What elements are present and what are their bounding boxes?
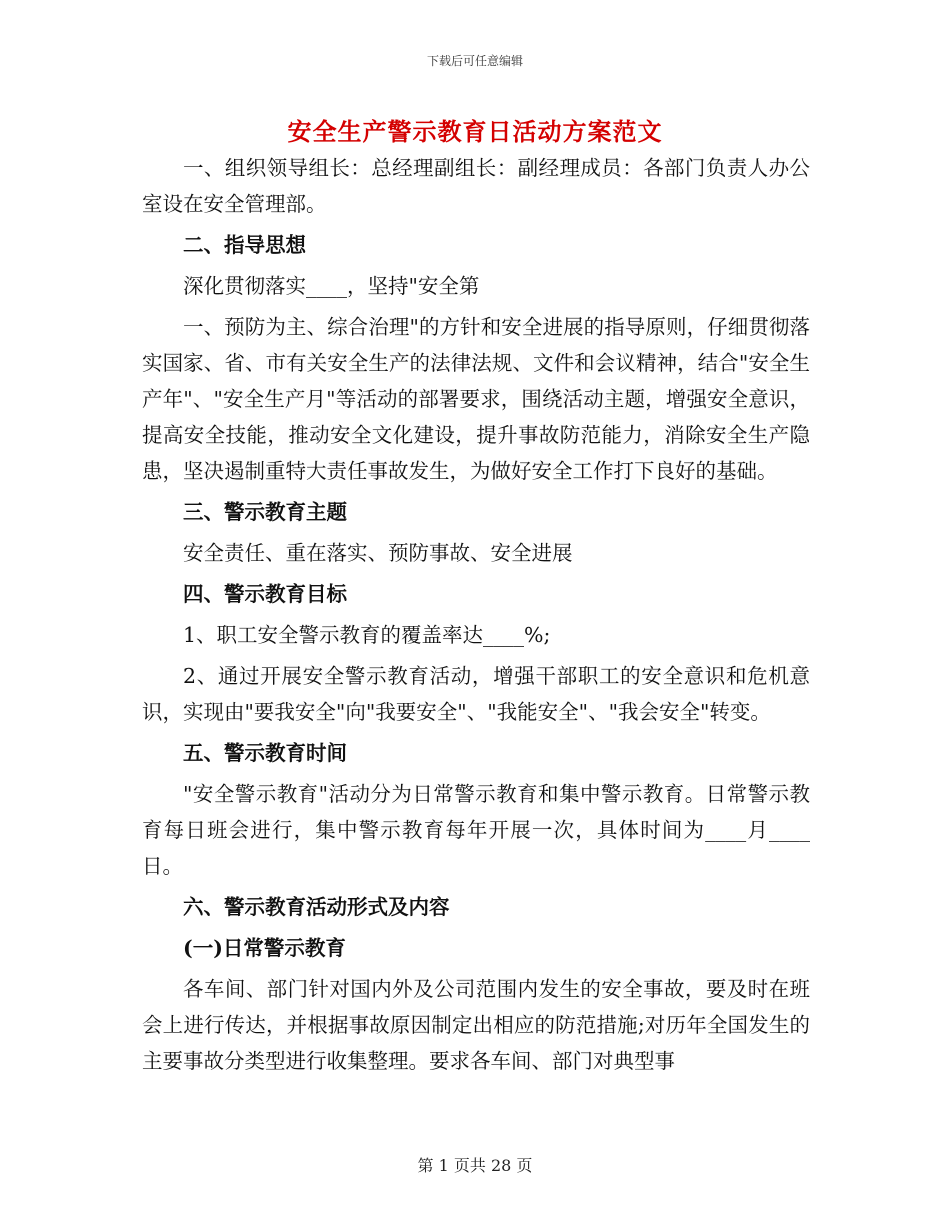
paragraph: 一、组织领导组长：总经理副组长：副经理成员：各部门负责人办公室设在安全管理部。 [142,156,810,216]
paragraph: 2、通过开展安全警示教育活动，增强干部职工的安全意识和危机意识，实现由"要我安全"向"我要安全"、"我能安全"、"我会安全"转变。 [142,664,810,724]
paragraph: "安全警示教育"活动分为日常警示教育和集中警示教育。日常警示教育每日班会进行，集中警示教育每年开展一次，具体时间为____月____日。 [142,782,810,878]
paragraph: 1、职工安全警示教育的覆盖率达____%; [183,623,551,647]
paragraph: 安全责任、重在落实、预防事故、安全进展 [183,541,573,565]
page-footer: 第 1 页共 28 页 [417,1156,533,1175]
page-header: 下载后可任意编辑 [426,54,523,68]
section-heading: 六、警示教育活动形式及内容 [183,895,450,919]
paragraph: 各车间、部门针对国内外及公司范围内发生的安全事故，要及时在班会上进行传达，并根据事故原因制定出相应的防范措施;对历年全国发生的主要事故分类型进行收集整理。要求各车间、部门对典型事 [142,977,810,1073]
section-heading: 三、警示教育主题 [183,500,347,524]
document-body [142,150,810,1079]
paragraph: 深化贯彻落实____，坚持"安全第 [183,274,480,298]
subsection-heading: (一)日常警示教育 [183,936,346,960]
paragraph: 一、预防为主、综合治理"的方针和安全进展的指导原则，仔细贯彻落实国家、省、市有关安全生产的法律法规、文件和会议精神，结合"安全生产年"、"安全生产月"等活动的部署要求，围绕活动主题，增强安全意识，提高安全技能，推动安全文化建设，提升事故防范能力，消除安全生产隐患，坚决遏制重特大责任事故发生，为做好安全工作打下良好的基础。 [142,315,810,483]
section-heading: 二、指导思想 [183,233,306,257]
section-heading: 五、警示教育时间 [183,741,347,765]
section-heading: 四、警示教育目标 [183,582,347,606]
document-title: 安全生产警示教育日活动方案范文 [287,117,663,146]
